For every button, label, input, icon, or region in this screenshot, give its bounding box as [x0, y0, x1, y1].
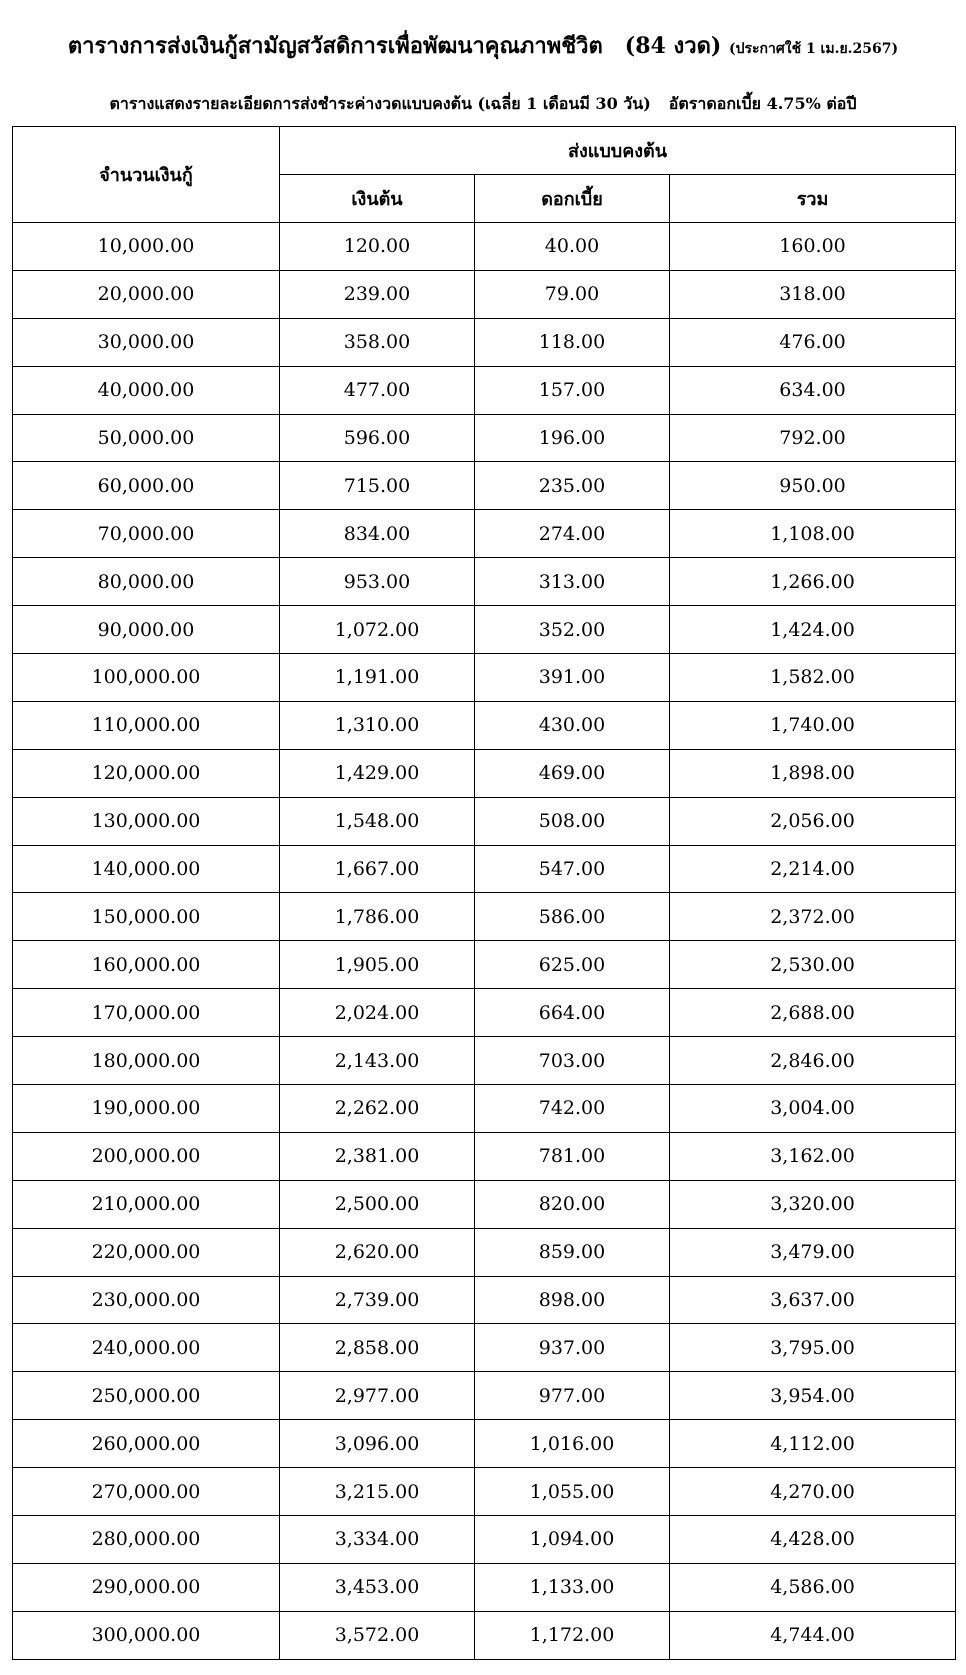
cell-interest: 196.00	[475, 414, 670, 462]
cell-loan-amount: 150,000.00	[13, 893, 280, 941]
cell-interest: 274.00	[475, 510, 670, 558]
cell-principal: 1,667.00	[280, 845, 475, 893]
cell-interest: 586.00	[475, 893, 670, 941]
cell-loan-amount: 200,000.00	[13, 1132, 280, 1180]
cell-principal: 834.00	[280, 510, 475, 558]
table-row	[13, 1611, 956, 1659]
cell-principal: 358.00	[280, 318, 475, 366]
cell-total: 4,586.00	[670, 1563, 956, 1611]
cell-principal: 120.00	[280, 223, 475, 271]
cell-interest: 469.00	[475, 749, 670, 797]
cell-principal: 2,858.00	[280, 1324, 475, 1372]
cell-principal: 1,786.00	[280, 893, 475, 941]
table-header	[13, 127, 956, 223]
cell-loan-amount: 120,000.00	[13, 749, 280, 797]
cell-principal: 3,334.00	[280, 1516, 475, 1564]
cell-total: 2,214.00	[670, 845, 956, 893]
table-row	[13, 893, 956, 941]
cell-interest: 1,133.00	[475, 1563, 670, 1611]
col-header-interest: ดอกเบี้ย	[475, 175, 670, 223]
cell-total: 4,270.00	[670, 1468, 956, 1516]
cell-total: 950.00	[670, 462, 956, 510]
cell-interest: 781.00	[475, 1132, 670, 1180]
cell-interest: 859.00	[475, 1228, 670, 1276]
cell-interest: 898.00	[475, 1276, 670, 1324]
cell-total: 160.00	[670, 223, 956, 271]
cell-total: 2,372.00	[670, 893, 956, 941]
cell-loan-amount: 30,000.00	[13, 318, 280, 366]
cell-total: 1,898.00	[670, 749, 956, 797]
cell-principal: 3,096.00	[280, 1420, 475, 1468]
cell-interest: 79.00	[475, 270, 670, 318]
table-row	[13, 941, 956, 989]
cell-interest: 1,016.00	[475, 1420, 670, 1468]
cell-interest: 508.00	[475, 797, 670, 845]
cell-loan-amount: 20,000.00	[13, 270, 280, 318]
cell-loan-amount: 80,000.00	[13, 558, 280, 606]
table-row	[13, 1180, 956, 1228]
cell-total: 318.00	[670, 270, 956, 318]
table-body	[13, 223, 956, 1660]
cell-loan-amount: 300,000.00	[13, 1611, 280, 1659]
cell-interest: 547.00	[475, 845, 670, 893]
cell-loan-amount: 60,000.00	[13, 462, 280, 510]
cell-loan-amount: 180,000.00	[13, 1037, 280, 1085]
cell-principal: 1,072.00	[280, 606, 475, 654]
col-header-principal: เงินต้น	[280, 175, 475, 223]
cell-principal: 1,429.00	[280, 749, 475, 797]
cell-loan-amount: 230,000.00	[13, 1276, 280, 1324]
cell-total: 1,424.00	[670, 606, 956, 654]
cell-interest: 313.00	[475, 558, 670, 606]
cell-principal: 2,143.00	[280, 1037, 475, 1085]
cell-loan-amount: 90,000.00	[13, 606, 280, 654]
cell-total: 476.00	[670, 318, 956, 366]
cell-interest: 430.00	[475, 701, 670, 749]
cell-principal: 2,262.00	[280, 1085, 475, 1133]
table-row	[13, 1228, 956, 1276]
cell-interest: 937.00	[475, 1324, 670, 1372]
cell-interest: 235.00	[475, 462, 670, 510]
cell-interest: 742.00	[475, 1085, 670, 1133]
col-header-loan-amount: จำนวนเงินกู้	[13, 127, 280, 223]
cell-principal: 953.00	[280, 558, 475, 606]
table-row	[13, 1276, 956, 1324]
subtitle-rate: อัตราดอกเบี้ย 4.75% ต่อปี	[668, 94, 857, 113]
cell-principal: 1,191.00	[280, 654, 475, 702]
table-row	[13, 701, 956, 749]
cell-principal: 239.00	[280, 270, 475, 318]
cell-principal: 2,977.00	[280, 1372, 475, 1420]
table-row	[13, 366, 956, 414]
title-installments: (84 งวด)	[624, 33, 722, 59]
cell-interest: 40.00	[475, 223, 670, 271]
cell-interest: 157.00	[475, 366, 670, 414]
cell-principal: 1,310.00	[280, 701, 475, 749]
cell-interest: 977.00	[475, 1372, 670, 1420]
cell-principal: 477.00	[280, 366, 475, 414]
cell-interest: 118.00	[475, 318, 670, 366]
table-row	[13, 749, 956, 797]
table-row	[13, 797, 956, 845]
cell-total: 2,056.00	[670, 797, 956, 845]
table-row	[13, 223, 956, 271]
cell-loan-amount: 220,000.00	[13, 1228, 280, 1276]
title-main: ตารางการส่งเงินกู้สามัญสวัสดิการเพื่อพัฒนาคุณภาพชีวิต	[67, 33, 603, 59]
cell-total: 4,428.00	[670, 1516, 956, 1564]
cell-total: 2,688.00	[670, 989, 956, 1037]
cell-loan-amount: 140,000.00	[13, 845, 280, 893]
cell-principal: 596.00	[280, 414, 475, 462]
cell-principal: 2,620.00	[280, 1228, 475, 1276]
cell-interest: 703.00	[475, 1037, 670, 1085]
table-row	[13, 1132, 956, 1180]
cell-principal: 1,548.00	[280, 797, 475, 845]
loan-repayment-table	[12, 126, 956, 1660]
cell-total: 1,108.00	[670, 510, 956, 558]
table-row	[13, 1324, 956, 1372]
cell-loan-amount: 160,000.00	[13, 941, 280, 989]
table-row	[13, 1563, 956, 1611]
cell-total: 634.00	[670, 366, 956, 414]
title-announcement: (ประกาศใช้ 1 เม.ย.2567)	[728, 41, 899, 57]
cell-loan-amount: 40,000.00	[13, 366, 280, 414]
page-subtitle	[0, 92, 966, 117]
table-row	[13, 606, 956, 654]
table-row	[13, 1420, 956, 1468]
cell-loan-amount: 170,000.00	[13, 989, 280, 1037]
table-row	[13, 845, 956, 893]
cell-principal: 2,024.00	[280, 989, 475, 1037]
table-row	[13, 1037, 956, 1085]
cell-loan-amount: 50,000.00	[13, 414, 280, 462]
cell-interest: 1,055.00	[475, 1468, 670, 1516]
table-row	[13, 462, 956, 510]
cell-total: 4,112.00	[670, 1420, 956, 1468]
cell-total: 792.00	[670, 414, 956, 462]
table-row	[13, 1468, 956, 1516]
cell-total: 4,744.00	[670, 1611, 956, 1659]
cell-loan-amount: 190,000.00	[13, 1085, 280, 1133]
cell-loan-amount: 270,000.00	[13, 1468, 280, 1516]
cell-interest: 625.00	[475, 941, 670, 989]
cell-interest: 664.00	[475, 989, 670, 1037]
cell-principal: 3,453.00	[280, 1563, 475, 1611]
cell-loan-amount: 260,000.00	[13, 1420, 280, 1468]
cell-interest: 1,172.00	[475, 1611, 670, 1659]
cell-principal: 2,500.00	[280, 1180, 475, 1228]
table-row	[13, 654, 956, 702]
cell-interest: 820.00	[475, 1180, 670, 1228]
cell-principal: 2,381.00	[280, 1132, 475, 1180]
cell-interest: 352.00	[475, 606, 670, 654]
cell-loan-amount: 130,000.00	[13, 797, 280, 845]
cell-total: 3,795.00	[670, 1324, 956, 1372]
cell-total: 3,637.00	[670, 1276, 956, 1324]
cell-loan-amount: 240,000.00	[13, 1324, 280, 1372]
cell-total: 3,320.00	[670, 1180, 956, 1228]
cell-principal: 2,739.00	[280, 1276, 475, 1324]
table-row	[13, 1085, 956, 1133]
cell-principal: 3,572.00	[280, 1611, 475, 1659]
subtitle-main: ตารางแสดงรายละเอียดการส่งชำระค่างวดแบบคงต้น (เฉลี่ย 1 เดือนมี 30 วัน)	[109, 94, 651, 113]
cell-loan-amount: 110,000.00	[13, 701, 280, 749]
cell-loan-amount: 10,000.00	[13, 223, 280, 271]
cell-total: 1,266.00	[670, 558, 956, 606]
cell-loan-amount: 290,000.00	[13, 1563, 280, 1611]
table-row	[13, 558, 956, 606]
cell-loan-amount: 210,000.00	[13, 1180, 280, 1228]
table-row	[13, 318, 956, 366]
cell-interest: 1,094.00	[475, 1516, 670, 1564]
cell-total: 3,479.00	[670, 1228, 956, 1276]
cell-total: 2,846.00	[670, 1037, 956, 1085]
table-row	[13, 414, 956, 462]
cell-total: 3,954.00	[670, 1372, 956, 1420]
table-row	[13, 1372, 956, 1420]
table-row	[13, 1516, 956, 1564]
cell-principal: 3,215.00	[280, 1468, 475, 1516]
table-row	[13, 989, 956, 1037]
cell-total: 2,530.00	[670, 941, 956, 989]
page-title	[0, 28, 966, 63]
table-row	[13, 510, 956, 558]
cell-loan-amount: 70,000.00	[13, 510, 280, 558]
cell-total: 1,740.00	[670, 701, 956, 749]
col-group-header-fixed-principal: ส่งแบบคงต้น	[280, 127, 956, 175]
cell-loan-amount: 100,000.00	[13, 654, 280, 702]
cell-total: 3,004.00	[670, 1085, 956, 1133]
cell-total: 1,582.00	[670, 654, 956, 702]
cell-loan-amount: 280,000.00	[13, 1516, 280, 1564]
cell-interest: 391.00	[475, 654, 670, 702]
table-row	[13, 270, 956, 318]
cell-loan-amount: 250,000.00	[13, 1372, 280, 1420]
cell-principal: 1,905.00	[280, 941, 475, 989]
cell-principal: 715.00	[280, 462, 475, 510]
cell-total: 3,162.00	[670, 1132, 956, 1180]
col-header-total: รวม	[670, 175, 956, 223]
